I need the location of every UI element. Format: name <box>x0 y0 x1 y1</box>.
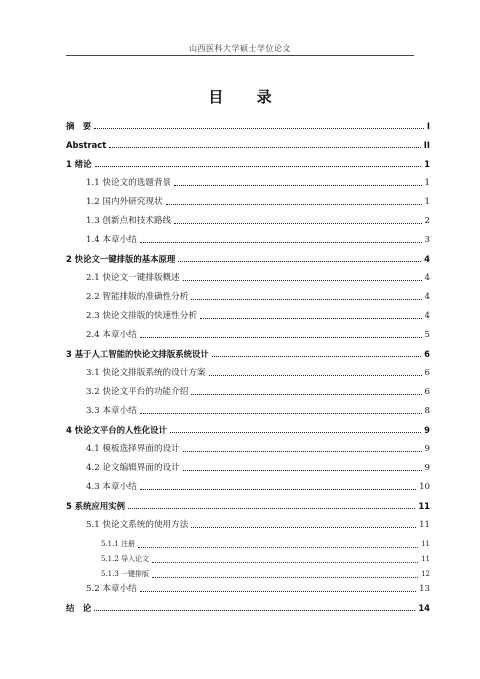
toc-entry-label: 2.4 本章小结 <box>86 330 137 340</box>
toc-entry[interactable] <box>66 383 430 397</box>
toc-entry[interactable] <box>66 550 430 564</box>
toc-entry-page: 6 <box>424 368 430 378</box>
toc-entry-label: 5.1 快论文系统的使用方法 <box>86 520 189 530</box>
toc-entry-label: 3.3 本章小结 <box>86 406 137 416</box>
toc-entry-label: 5.1.2 导入论文 <box>101 555 150 563</box>
toc-entry-label: 1 绪论 <box>66 159 92 169</box>
toc-entry-page: 9 <box>424 463 430 473</box>
toc-entry[interactable] <box>66 421 430 435</box>
dot-leader <box>174 185 421 186</box>
toc-entry-page: 1 <box>424 197 430 207</box>
toc-entry[interactable] <box>66 565 430 579</box>
toc-entry-label: 结 论 <box>66 603 92 613</box>
dot-leader <box>128 508 415 509</box>
toc-entry[interactable] <box>66 326 430 340</box>
toc-entry[interactable] <box>66 307 430 321</box>
toc-entry-label: 5.1.1 注册 <box>101 540 136 548</box>
toc-entry-label: 1.4 本章小结 <box>86 235 137 245</box>
toc-entry[interactable] <box>66 364 430 378</box>
toc-entry-label: 4.2 论文编辑界面的设计 <box>86 463 180 473</box>
toc-entry-label: 5.2 本章小结 <box>86 584 137 594</box>
toc-entry-label: 5.1.3 一键排版 <box>101 570 150 578</box>
dot-leader <box>200 318 422 319</box>
dot-leader <box>109 147 421 148</box>
toc-entry-label: 2.2 智能排版的准确性分析 <box>86 292 189 302</box>
toc-entry-label: 1.2 国内外研究现状 <box>86 197 163 207</box>
dot-leader <box>191 527 416 528</box>
toc-entry[interactable] <box>66 459 430 473</box>
toc-entry-page: 11 <box>421 540 430 548</box>
toc-entry-label: 3.1 快论文排版系统的设计方案 <box>86 368 206 378</box>
toc-entry-page: 5 <box>424 330 430 340</box>
toc-entry-label: 摘 要 <box>66 121 92 131</box>
dot-leader <box>212 356 421 357</box>
toc-entry-page: 4 <box>424 292 430 302</box>
toc-entry-page: 8 <box>424 406 430 416</box>
dot-leader <box>183 280 422 281</box>
dot-leader <box>94 610 415 611</box>
dot-leader <box>140 242 422 243</box>
toc-entry[interactable] <box>66 117 430 131</box>
running-header: 山西医科大学硕士学位论文 <box>189 44 291 53</box>
toc-entry[interactable] <box>66 516 430 530</box>
dot-leader <box>95 166 422 167</box>
toc-entry-label: 2.1 快论文一键排版概述 <box>86 273 180 283</box>
toc-entry[interactable] <box>66 231 430 245</box>
toc-entry[interactable] <box>66 136 430 150</box>
toc-entry-page: 13 <box>419 584 430 594</box>
toc-entry-page: 6 <box>424 387 430 397</box>
toc-entry-page: 10 <box>419 482 430 492</box>
toc-entry[interactable] <box>66 250 430 264</box>
toc-entry-page: 3 <box>424 235 430 245</box>
toc-entry-label: 2 快论文一键排版的基本原理 <box>66 254 176 264</box>
toc-entry-label: 3 基于人工智能的快论文排版系统设计 <box>66 349 209 359</box>
toc-title: 目 录 <box>208 88 286 106</box>
toc-entry-page: 4 <box>424 273 430 283</box>
dot-leader <box>152 562 418 563</box>
dot-leader <box>183 470 422 471</box>
dot-leader <box>140 413 422 414</box>
toc-entry[interactable] <box>66 478 430 492</box>
toc-entry-page: 14 <box>418 603 430 613</box>
dot-leader <box>138 547 418 548</box>
toc-entry-page: 11 <box>421 555 430 563</box>
toc-entry[interactable] <box>66 497 430 511</box>
toc-entry-page: 2 <box>424 216 430 226</box>
toc-entry-label: 2.3 快论文排版的快速性分析 <box>86 311 197 321</box>
toc-entry-page: 1 <box>424 178 430 188</box>
toc-entry[interactable] <box>66 402 430 416</box>
toc-entry-page: 4 <box>424 254 430 264</box>
toc-entry-page: II <box>423 140 430 150</box>
dot-leader <box>183 451 422 452</box>
toc-entry[interactable] <box>66 288 430 302</box>
toc-entry[interactable] <box>66 535 430 549</box>
dot-leader <box>191 299 421 300</box>
dot-leader <box>191 394 421 395</box>
toc-entry-page: 6 <box>424 349 430 359</box>
toc-entry[interactable] <box>66 155 430 169</box>
dot-leader <box>166 204 422 205</box>
toc-entry-page: 11 <box>418 501 430 511</box>
dot-leader <box>178 261 421 262</box>
dot-leader <box>94 128 424 129</box>
toc-entry-label: 5 系统应用实例 <box>66 501 125 511</box>
toc-entry-label: 1.3 创新点和技术路线 <box>86 216 172 226</box>
toc-entry-page: 11 <box>419 520 430 530</box>
toc-entry[interactable] <box>66 345 430 359</box>
toc-entry[interactable] <box>66 193 430 207</box>
toc-entry[interactable] <box>66 580 430 594</box>
dot-leader <box>140 591 416 592</box>
dot-leader <box>152 577 418 578</box>
dot-leader <box>209 375 422 376</box>
toc-entry[interactable] <box>66 174 430 188</box>
dot-leader <box>170 432 421 433</box>
toc-entry[interactable] <box>66 599 430 613</box>
toc-entry-label: 4.1 模板选择界面的设计 <box>86 444 180 454</box>
toc-entry-page: 4 <box>424 311 430 321</box>
toc-entry-page: 1 <box>424 159 430 169</box>
toc-entry[interactable] <box>66 212 430 226</box>
toc-entry[interactable] <box>66 440 430 454</box>
toc-entry-label: 3.2 快论文平台的功能介绍 <box>86 387 189 397</box>
toc-entry-label: Abstract <box>66 140 107 150</box>
dot-leader <box>140 489 416 490</box>
dot-leader <box>174 223 421 224</box>
header-rule <box>66 55 414 56</box>
toc-entry-page: 9 <box>424 425 430 435</box>
toc-entry-page: I <box>426 121 430 131</box>
toc-entry[interactable] <box>66 269 430 283</box>
toc-entry-label: 4 快论文平台的人性化设计 <box>66 425 167 435</box>
toc-entry-label: 4.3 本章小结 <box>86 482 137 492</box>
toc-entry-page: 12 <box>421 570 430 578</box>
dot-leader <box>140 337 422 338</box>
toc-entry-label: 1.1 快论文的选题背景 <box>86 178 172 188</box>
toc-entry-page: 9 <box>424 444 430 454</box>
